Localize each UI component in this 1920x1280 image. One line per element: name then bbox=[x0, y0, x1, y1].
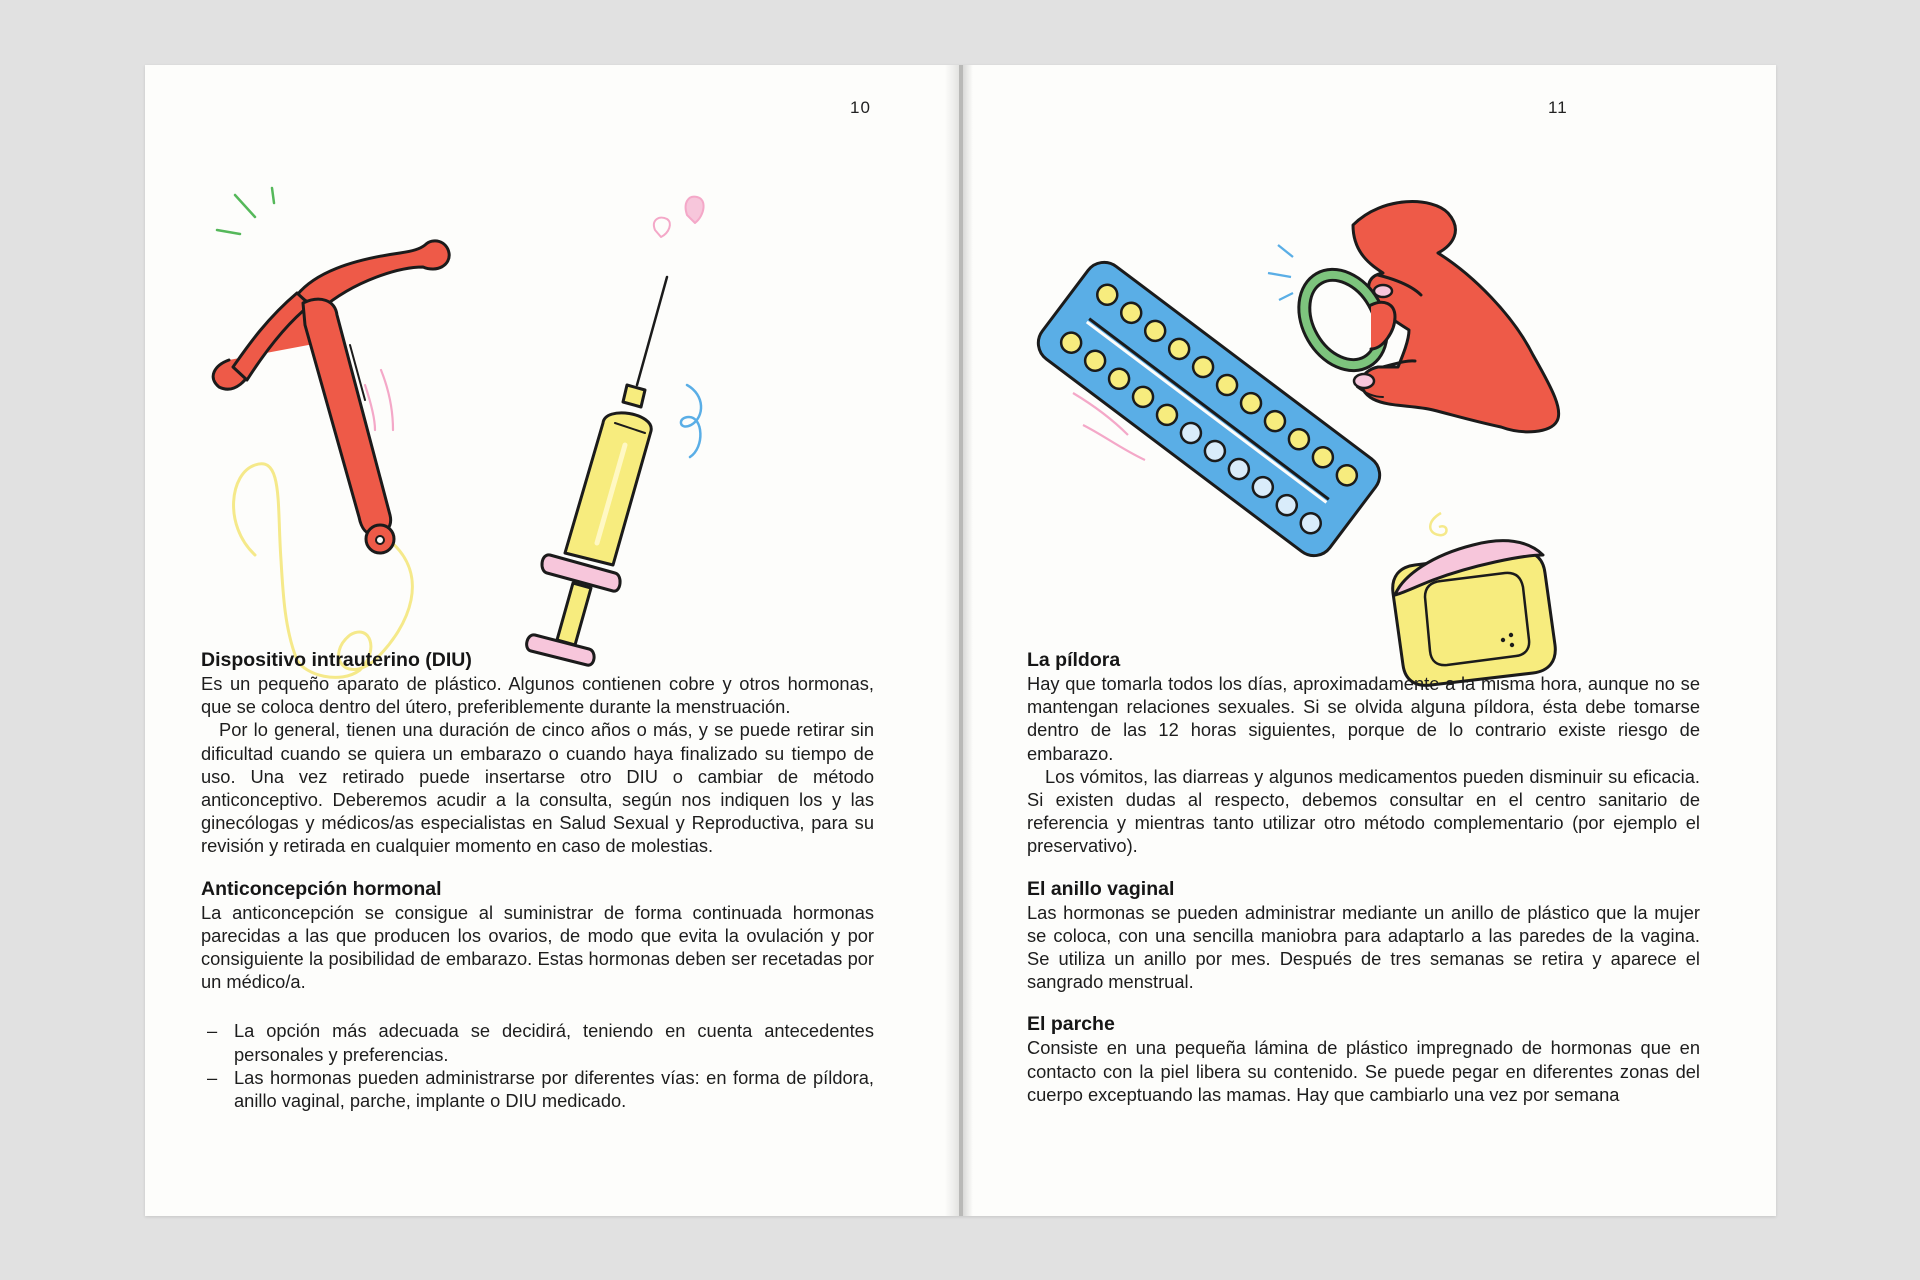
left-page-text bbox=[201, 648, 874, 1112]
paragraph: La anticoncepción se consigue al suministrar de forma continuada hormonas parecidas a las que producen los ovarios, de modo que evita la ovulación y por consiguiente la posibilidad de embarazo. Estas hormonas deben ser recetadas por un médico/a. bbox=[201, 901, 874, 993]
right-page-text bbox=[1027, 648, 1700, 1106]
iud-icon bbox=[213, 188, 449, 677]
section-heading: Dispositivo intrauterino (DIU) bbox=[201, 649, 472, 671]
list-item-text: La opción más adecuada se decidirá, teniendo en cuenta antecedentes personales y preferencias. bbox=[234, 1020, 874, 1065]
paragraph: Consiste en una pequeña lámina de plástico impregnado de hormonas que en contacto con la piel libera su contenido. Se puede pegar en diferentes zonas del cuerpo exceptuando las mamas. Hay que cambiarlo una vez por semana bbox=[1027, 1037, 1700, 1105]
left-page bbox=[145, 65, 959, 1216]
paragraph: Por lo general, tienen una duración de cinco años o más, y se puede retirar sin dificultad cuando se quiera un embarazo o cuando haya finalizado su tiempo de uso. Una vez retirado puede insertarse otro DIU o cambiar de método anticonceptivo. Deberemos acudir a la consulta, según nos indiquen los y las ginecólogas y médicos/as especialistas en Salud Sexual y Reproductiva, para su revisión y retirada en cualquier momento en caso de molestias. bbox=[201, 719, 874, 857]
right-page bbox=[963, 65, 1776, 1216]
paragraph: Hay que tomarla todos los días, aproximadamente a la misma hora, aunque no se mantengan relaciones sexuales. Si se olvida alguna píldora, ésta debe tomarse dentro de las 12 horas siguientes, porque de lo contrario existe riesgo de embarazo. bbox=[1027, 673, 1700, 764]
booklet-spread bbox=[145, 65, 1776, 1216]
paragraph: Es un pequeño aparato de plástico. Algunos contienen cobre y otros hormonas, que se coloca dentro del útero, preferiblemente durante la menstruación. bbox=[201, 673, 874, 718]
bullet-list bbox=[201, 1019, 874, 1112]
gutter-shadow-right bbox=[963, 65, 973, 1216]
gutter-shadow-left bbox=[945, 65, 959, 1216]
iud-and-syringe-illustration bbox=[185, 155, 945, 695]
list-item-text: Las hormonas pueden administrarse por diferentes vías: en forma de píldora, anillo vaginal, parche, implante o DIU medicado. bbox=[234, 1066, 874, 1112]
section-heading: El parche bbox=[1027, 1013, 1115, 1036]
section-heading: Anticoncepción hormonal bbox=[201, 877, 442, 900]
list-item bbox=[201, 1019, 874, 1065]
syringe-icon bbox=[527, 197, 704, 665]
list-item bbox=[201, 1066, 874, 1112]
pill-ring-patch-illustration bbox=[1053, 135, 1753, 695]
section-heading: El anillo vaginal bbox=[1027, 877, 1175, 900]
paragraph: Las hormonas se pueden administrar mediante un anillo de plástico que la mujer se coloca, con una sencilla maniobra para adaptarlo a las paredes de la vagina. Se utiliza un anillo por mes. Después de tres semanas se retira y aparece el sangrado menstrual. bbox=[1027, 901, 1700, 993]
section-heading: La píldora bbox=[1027, 649, 1121, 671]
bullet-marker: – bbox=[207, 1020, 218, 1042]
paragraph: Los vómitos, las diarreas y algunos medicamentos pueden disminuir su eficacia. Si existen dudas al respecto, debemos consultar en el centro sanitario de referencia y mientras tanto utilizar otro método complementario (por ejemplo el preservativo). bbox=[1027, 765, 1700, 857]
hand-holding-ring-icon bbox=[1289, 202, 1559, 432]
pill-pack-icon bbox=[1030, 254, 1387, 563]
bullet-marker: – bbox=[207, 1066, 218, 1088]
page-number: 10 bbox=[850, 98, 871, 117]
page-number: 11 bbox=[1548, 98, 1568, 117]
